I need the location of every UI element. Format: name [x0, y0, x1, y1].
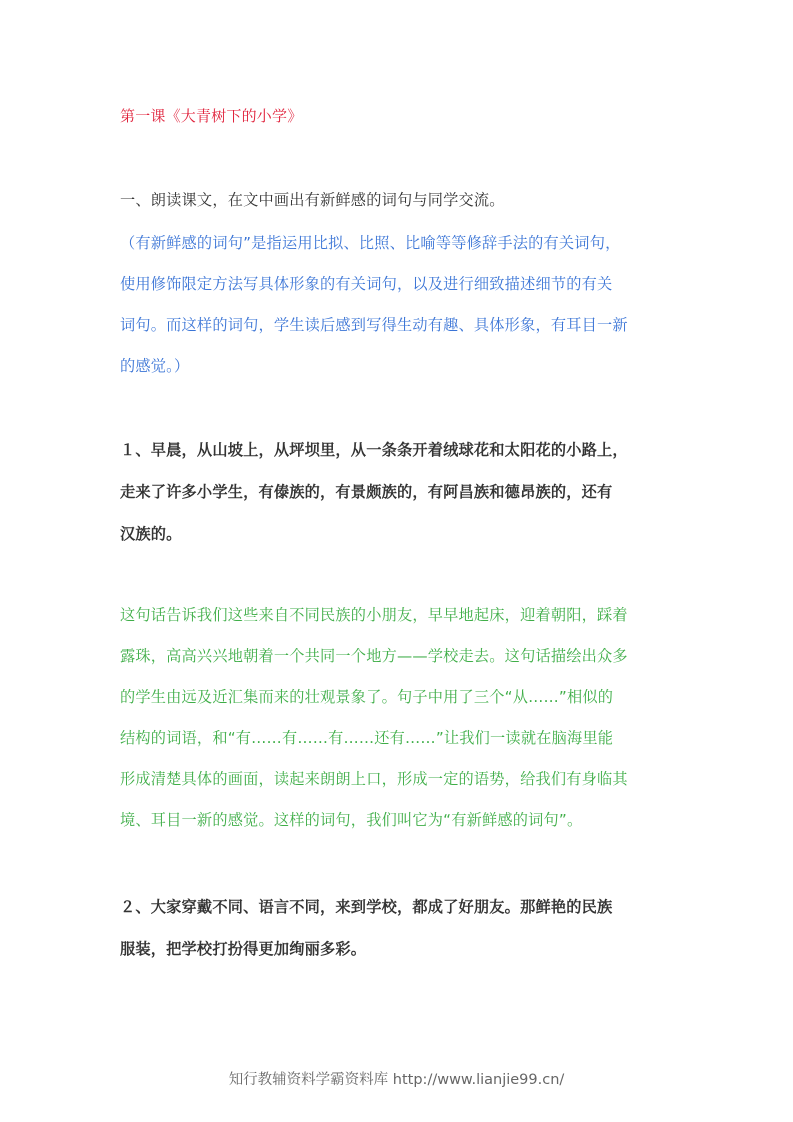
analysis-line: 露珠，高高兴兴地朝着一个共同一个地方——学校走去。这句话描绘出众多 — [120, 647, 628, 665]
analysis-line: 结构的词语，和“有……有……有……还有……”让我们一读就在脑海里能 — [120, 729, 614, 747]
analysis-line: 的学生由远及近汇集而来的壮观景象了。句子中用了三个“从……”相似的 — [120, 688, 614, 706]
section-1-heading: 一、朗读课文，在文中画出有新鲜感的词句与同学交流。 — [120, 191, 505, 209]
item-1-line: 走来了许多小学生，有傣族的，有景颇族的，有阿昌族和德昂族的，还有 — [120, 483, 613, 501]
note-line: 词句。而这样的词句，学生读后感到写得生动有趣、具体形象，有耳目一新 — [120, 316, 628, 334]
analysis-line: 形成清楚具体的画面，读起来朗朗上口，形成一定的语势，给我们有身临其 — [120, 770, 628, 788]
item-1-line: 汉族的。 — [120, 525, 182, 543]
analysis-line: 境、耳目一新的感觉。这样的词句，我们叫它为“有新鲜感的词句”。 — [120, 811, 583, 829]
note-line: 的感觉。） — [120, 357, 190, 375]
item-2-line: ２、大家穿戴不同、语言不同，来到学校，都成了好朋友。那鲜艳的民族 — [120, 898, 613, 916]
analysis-line: 这句话告诉我们这些来自不同民族的小朋友，早早地起床，迎着朝阳，踩着 — [120, 606, 628, 624]
lesson-title: 第一课《大青树下的小学》 — [120, 107, 303, 125]
item-2-line: 服装，把学校打扮得更加绚丽多彩。 — [120, 940, 367, 958]
footer-watermark: 知行教辅资料学霸资料库 http://www.lianjie99.cn/ — [228, 1072, 565, 1088]
item-1-line: １、早晨，从山坡上，从坪坝里，从一条条开着绒球花和太阳花的小路上， — [120, 441, 628, 459]
note-line: 使用修饰限定方法写具体形象的有关词句，以及进行细致描述细节的有关 — [120, 275, 613, 293]
note-line: （有新鲜感的词句”是指运用比拟、比照、比喻等等修辞手法的有关词句， — [120, 234, 621, 252]
